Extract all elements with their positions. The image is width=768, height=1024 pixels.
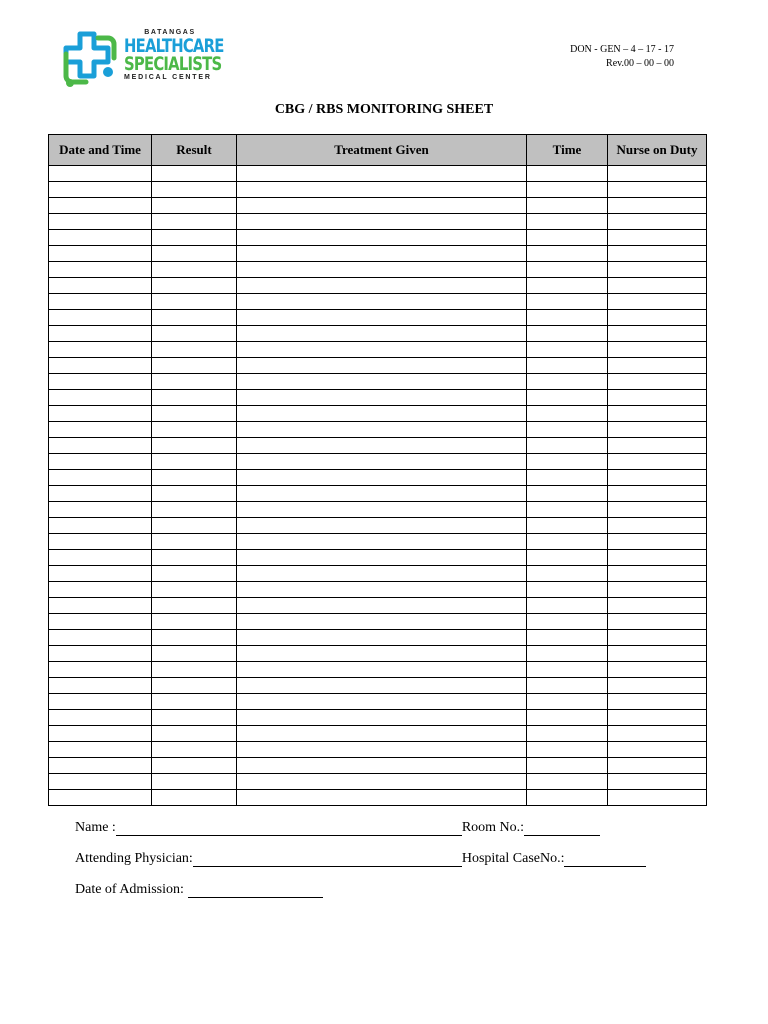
table-row xyxy=(49,198,707,214)
cell-result[interactable] xyxy=(152,518,237,534)
cell-date-time[interactable] xyxy=(49,630,152,646)
cell-nurse[interactable] xyxy=(608,310,707,326)
cell-date-time[interactable] xyxy=(49,678,152,694)
cell-treatment[interactable] xyxy=(237,630,527,646)
cell-result[interactable] xyxy=(152,342,237,358)
cell-treatment[interactable] xyxy=(237,246,527,262)
table-row xyxy=(49,598,707,614)
cell-date-time[interactable] xyxy=(49,790,152,806)
cell-nurse[interactable] xyxy=(608,598,707,614)
cell-date-time[interactable] xyxy=(49,646,152,662)
cell-time[interactable] xyxy=(527,294,608,310)
cell-result[interactable] xyxy=(152,646,237,662)
cell-date-time[interactable] xyxy=(49,262,152,278)
cell-result[interactable] xyxy=(152,486,237,502)
cell-treatment[interactable] xyxy=(237,662,527,678)
cell-time[interactable] xyxy=(527,550,608,566)
cell-treatment[interactable] xyxy=(237,326,527,342)
cell-result[interactable] xyxy=(152,358,237,374)
cell-treatment[interactable] xyxy=(237,518,527,534)
medical-cross-logo-icon xyxy=(60,28,120,92)
cell-treatment[interactable] xyxy=(237,758,527,774)
cell-treatment[interactable] xyxy=(237,710,527,726)
column-header-time: Time xyxy=(527,135,608,166)
cell-nurse[interactable] xyxy=(608,246,707,262)
table-row xyxy=(49,294,707,310)
table-row xyxy=(49,278,707,294)
cell-date-time[interactable] xyxy=(49,614,152,630)
cell-date-time[interactable] xyxy=(49,694,152,710)
cell-result[interactable] xyxy=(152,246,237,262)
room-label: Room No.: xyxy=(461,820,525,835)
cell-time[interactable] xyxy=(527,646,608,662)
table-row xyxy=(49,166,707,182)
cell-date-time[interactable] xyxy=(49,342,152,358)
table-row xyxy=(49,262,707,278)
cell-result[interactable] xyxy=(152,726,237,742)
cell-treatment[interactable] xyxy=(237,390,527,406)
cell-result[interactable] xyxy=(152,454,237,470)
cell-date-time[interactable] xyxy=(49,294,152,310)
cell-nurse[interactable] xyxy=(608,294,707,310)
cell-treatment[interactable] xyxy=(237,598,527,614)
case-label: Hospital CaseNo.: xyxy=(461,851,565,866)
cell-time[interactable] xyxy=(527,630,608,646)
table-row xyxy=(49,374,707,390)
cell-result[interactable] xyxy=(152,166,237,182)
cell-nurse[interactable] xyxy=(608,646,707,662)
cell-result[interactable] xyxy=(152,326,237,342)
cell-result[interactable] xyxy=(152,262,237,278)
cell-time[interactable] xyxy=(527,710,608,726)
logo-line-1: HEALTHCARE xyxy=(124,35,224,57)
cell-nurse[interactable] xyxy=(608,374,707,390)
cell-treatment[interactable] xyxy=(237,614,527,630)
cell-date-time[interactable] xyxy=(49,438,152,454)
cell-result[interactable] xyxy=(152,182,237,198)
table-row xyxy=(49,358,707,374)
cell-time[interactable] xyxy=(527,774,608,790)
cell-nurse[interactable] xyxy=(608,774,707,790)
cell-date-time[interactable] xyxy=(49,502,152,518)
table-row xyxy=(49,470,707,486)
cell-time[interactable] xyxy=(527,614,608,630)
cell-treatment[interactable] xyxy=(237,342,527,358)
table-row xyxy=(49,646,707,662)
cell-nurse[interactable] xyxy=(608,470,707,486)
cell-date-time[interactable] xyxy=(49,374,152,390)
cell-treatment[interactable] xyxy=(237,230,527,246)
cell-result[interactable] xyxy=(152,230,237,246)
table-row xyxy=(49,742,707,758)
hospital-logo xyxy=(60,28,224,92)
cell-date-time[interactable] xyxy=(49,550,152,566)
cell-nurse[interactable] xyxy=(608,358,707,374)
cell-time[interactable] xyxy=(527,198,608,214)
cell-result[interactable] xyxy=(152,710,237,726)
doc-code: DON - GEN – 4 – 17 - 17 xyxy=(570,44,674,55)
document-reference xyxy=(570,43,674,71)
cell-result[interactable] xyxy=(152,294,237,310)
cell-time[interactable] xyxy=(527,326,608,342)
table-row xyxy=(49,678,707,694)
cell-treatment[interactable] xyxy=(237,406,527,422)
table-row xyxy=(49,774,707,790)
cell-time[interactable] xyxy=(527,374,608,390)
cell-result[interactable] xyxy=(152,198,237,214)
cell-result[interactable] xyxy=(152,310,237,326)
cell-date-time[interactable] xyxy=(49,326,152,342)
cell-date-time[interactable] xyxy=(49,454,152,470)
table-row xyxy=(49,726,707,742)
cell-treatment[interactable] xyxy=(237,374,527,390)
table-row xyxy=(49,694,707,710)
cell-treatment[interactable] xyxy=(237,454,527,470)
cell-result[interactable] xyxy=(152,502,237,518)
cell-result[interactable] xyxy=(152,790,237,806)
cell-time[interactable] xyxy=(527,598,608,614)
cell-nurse[interactable] xyxy=(608,550,707,566)
cell-date-time[interactable] xyxy=(49,166,152,182)
cell-nurse[interactable] xyxy=(608,454,707,470)
logo-top-text: BATANGAS xyxy=(144,29,196,36)
cell-time[interactable] xyxy=(527,230,608,246)
cell-treatment[interactable] xyxy=(237,470,527,486)
cell-time[interactable] xyxy=(527,182,608,198)
cell-time[interactable] xyxy=(527,534,608,550)
cell-treatment[interactable] xyxy=(237,438,527,454)
cell-date-time[interactable] xyxy=(49,278,152,294)
cell-time[interactable] xyxy=(527,262,608,278)
table-row xyxy=(49,502,707,518)
cell-result[interactable] xyxy=(152,550,237,566)
table-row xyxy=(49,614,707,630)
cell-nurse[interactable] xyxy=(608,758,707,774)
cell-treatment[interactable] xyxy=(237,550,527,566)
table-row xyxy=(49,454,707,470)
cell-result[interactable] xyxy=(152,390,237,406)
column-header-nurse: Nurse on Duty xyxy=(608,135,707,166)
cell-treatment[interactable] xyxy=(237,502,527,518)
cell-result[interactable] xyxy=(152,758,237,774)
table-row xyxy=(49,406,707,422)
table-row xyxy=(49,422,707,438)
cell-result[interactable] xyxy=(152,598,237,614)
table-row xyxy=(49,326,707,342)
cell-nurse[interactable] xyxy=(608,342,707,358)
cell-time[interactable] xyxy=(527,278,608,294)
table-row xyxy=(49,342,707,358)
table-row xyxy=(49,486,707,502)
table-row xyxy=(49,630,707,646)
cell-time[interactable] xyxy=(527,406,608,422)
cell-result[interactable] xyxy=(152,630,237,646)
cell-time[interactable] xyxy=(527,790,608,806)
admission-input-line[interactable] xyxy=(188,883,323,898)
table-row xyxy=(49,582,707,598)
cell-time[interactable] xyxy=(527,166,608,182)
cell-result[interactable] xyxy=(152,678,237,694)
column-header-result: Result xyxy=(152,135,237,166)
cell-nurse[interactable] xyxy=(608,502,707,518)
table-row xyxy=(49,438,707,454)
cell-time[interactable] xyxy=(527,454,608,470)
cell-result[interactable] xyxy=(152,694,237,710)
cell-nurse[interactable] xyxy=(608,422,707,438)
cell-nurse[interactable] xyxy=(608,582,707,598)
monitoring-table xyxy=(48,134,707,806)
table-header-row xyxy=(49,135,707,166)
cell-result[interactable] xyxy=(152,662,237,678)
table-row xyxy=(49,758,707,774)
cell-nurse[interactable] xyxy=(608,630,707,646)
cell-time[interactable] xyxy=(527,518,608,534)
column-header-treatment: Treatment Given xyxy=(237,135,527,166)
cell-time[interactable] xyxy=(527,662,608,678)
cell-result[interactable] xyxy=(152,422,237,438)
cell-nurse[interactable] xyxy=(608,214,707,230)
cell-date-time[interactable] xyxy=(49,742,152,758)
cell-result[interactable] xyxy=(152,566,237,582)
cell-nurse[interactable] xyxy=(608,182,707,198)
cell-nurse[interactable] xyxy=(608,678,707,694)
cell-treatment[interactable] xyxy=(237,262,527,278)
cell-date-time[interactable] xyxy=(49,598,152,614)
cell-date-time[interactable] xyxy=(49,390,152,406)
cell-date-time[interactable] xyxy=(49,230,152,246)
cell-nurse[interactable] xyxy=(608,278,707,294)
table-row xyxy=(49,310,707,326)
table-row xyxy=(49,534,707,550)
cell-treatment[interactable] xyxy=(237,646,527,662)
doc-revision: Rev.00 – 00 – 00 xyxy=(606,58,674,69)
cell-nurse[interactable] xyxy=(608,406,707,422)
cell-nurse[interactable] xyxy=(608,662,707,678)
cell-result[interactable] xyxy=(152,278,237,294)
cell-date-time[interactable] xyxy=(49,310,152,326)
cell-time[interactable] xyxy=(527,758,608,774)
cell-date-time[interactable] xyxy=(49,182,152,198)
cell-nurse[interactable] xyxy=(608,790,707,806)
table-row xyxy=(49,662,707,678)
cell-treatment[interactable] xyxy=(237,582,527,598)
table-row xyxy=(49,390,707,406)
cell-nurse[interactable] xyxy=(608,726,707,742)
cell-time[interactable] xyxy=(527,678,608,694)
table-row xyxy=(49,214,707,230)
admission-row xyxy=(75,882,323,900)
cell-result[interactable] xyxy=(152,214,237,230)
cell-date-time[interactable] xyxy=(49,198,152,214)
cell-treatment[interactable] xyxy=(237,486,527,502)
table-row xyxy=(49,710,707,726)
cell-date-time[interactable] xyxy=(49,774,152,790)
cell-treatment[interactable] xyxy=(237,294,527,310)
cell-date-time[interactable] xyxy=(49,582,152,598)
cell-nurse[interactable] xyxy=(608,486,707,502)
cell-result[interactable] xyxy=(152,582,237,598)
cell-nurse[interactable] xyxy=(608,166,707,182)
cell-date-time[interactable] xyxy=(49,214,152,230)
physician-case-row xyxy=(75,851,646,869)
cell-time[interactable] xyxy=(527,310,608,326)
cell-treatment[interactable] xyxy=(237,774,527,790)
cell-treatment[interactable] xyxy=(237,310,527,326)
name-label: Name : xyxy=(75,820,116,835)
cell-treatment[interactable] xyxy=(237,726,527,742)
cell-date-time[interactable] xyxy=(49,534,152,550)
table-row xyxy=(49,518,707,534)
cell-treatment[interactable] xyxy=(237,182,527,198)
logo-line-2: SPECIALISTS xyxy=(124,53,222,75)
cell-nurse[interactable] xyxy=(608,198,707,214)
cell-treatment[interactable] xyxy=(237,198,527,214)
cell-time[interactable] xyxy=(527,566,608,582)
cell-time[interactable] xyxy=(527,246,608,262)
room-input-line[interactable] xyxy=(524,821,600,836)
cell-date-time[interactable] xyxy=(49,566,152,582)
cell-treatment[interactable] xyxy=(237,678,527,694)
cell-time[interactable] xyxy=(527,390,608,406)
cell-treatment[interactable] xyxy=(237,534,527,550)
cell-nurse[interactable] xyxy=(608,326,707,342)
cell-result[interactable] xyxy=(152,374,237,390)
name-room-row xyxy=(75,820,600,838)
cell-date-time[interactable] xyxy=(49,486,152,502)
cell-time[interactable] xyxy=(527,422,608,438)
cell-treatment[interactable] xyxy=(237,166,527,182)
cell-date-time[interactable] xyxy=(49,758,152,774)
cell-result[interactable] xyxy=(152,470,237,486)
cell-nurse[interactable] xyxy=(608,390,707,406)
cell-treatment[interactable] xyxy=(237,790,527,806)
cell-time[interactable] xyxy=(527,342,608,358)
cell-nurse[interactable] xyxy=(608,566,707,582)
table-row xyxy=(49,230,707,246)
cell-treatment[interactable] xyxy=(237,278,527,294)
cell-nurse[interactable] xyxy=(608,438,707,454)
table-row xyxy=(49,790,707,806)
cell-nurse[interactable] xyxy=(608,694,707,710)
cell-time[interactable] xyxy=(527,726,608,742)
cell-treatment[interactable] xyxy=(237,742,527,758)
cell-result[interactable] xyxy=(152,406,237,422)
table-row xyxy=(49,182,707,198)
cell-time[interactable] xyxy=(527,582,608,598)
cell-result[interactable] xyxy=(152,774,237,790)
cell-time[interactable] xyxy=(527,694,608,710)
cell-nurse[interactable] xyxy=(608,262,707,278)
cell-time[interactable] xyxy=(527,358,608,374)
physician-input-line[interactable] xyxy=(193,852,462,867)
column-header-date-time: Date and Time xyxy=(49,135,152,166)
table-row xyxy=(49,246,707,262)
cell-nurse[interactable] xyxy=(608,230,707,246)
cell-nurse[interactable] xyxy=(608,534,707,550)
cell-date-time[interactable] xyxy=(49,726,152,742)
sheet-title: CBG / RBS MONITORING SHEET xyxy=(274,102,494,117)
cell-time[interactable] xyxy=(527,502,608,518)
name-input-line[interactable] xyxy=(116,821,462,836)
cell-result[interactable] xyxy=(152,534,237,550)
cell-result[interactable] xyxy=(152,614,237,630)
case-input-line[interactable] xyxy=(564,852,646,867)
cell-treatment[interactable] xyxy=(237,214,527,230)
cell-date-time[interactable] xyxy=(49,246,152,262)
cell-treatment[interactable] xyxy=(237,422,527,438)
cell-time[interactable] xyxy=(527,486,608,502)
cell-date-time[interactable] xyxy=(49,422,152,438)
cell-nurse[interactable] xyxy=(608,742,707,758)
cell-date-time[interactable] xyxy=(49,662,152,678)
cell-time[interactable] xyxy=(527,742,608,758)
logo-bottom-text: MEDICAL CENTER xyxy=(124,74,212,81)
cell-time[interactable] xyxy=(527,438,608,454)
cell-nurse[interactable] xyxy=(608,518,707,534)
cell-result[interactable] xyxy=(152,742,237,758)
cell-result[interactable] xyxy=(152,438,237,454)
cell-nurse[interactable] xyxy=(608,710,707,726)
cell-time[interactable] xyxy=(527,214,608,230)
cell-date-time[interactable] xyxy=(49,358,152,374)
cell-date-time[interactable] xyxy=(49,470,152,486)
table-row xyxy=(49,550,707,566)
cell-date-time[interactable] xyxy=(49,406,152,422)
table-row xyxy=(49,566,707,582)
cell-date-time[interactable] xyxy=(49,518,152,534)
table-body xyxy=(49,166,707,806)
physician-label: Attending Physician: xyxy=(75,851,193,866)
cell-treatment[interactable] xyxy=(237,694,527,710)
admission-label: Date of Admission: xyxy=(75,882,184,897)
cell-treatment[interactable] xyxy=(237,566,527,582)
cell-time[interactable] xyxy=(527,470,608,486)
cell-date-time[interactable] xyxy=(49,710,152,726)
cell-treatment[interactable] xyxy=(237,358,527,374)
cell-nurse[interactable] xyxy=(608,614,707,630)
